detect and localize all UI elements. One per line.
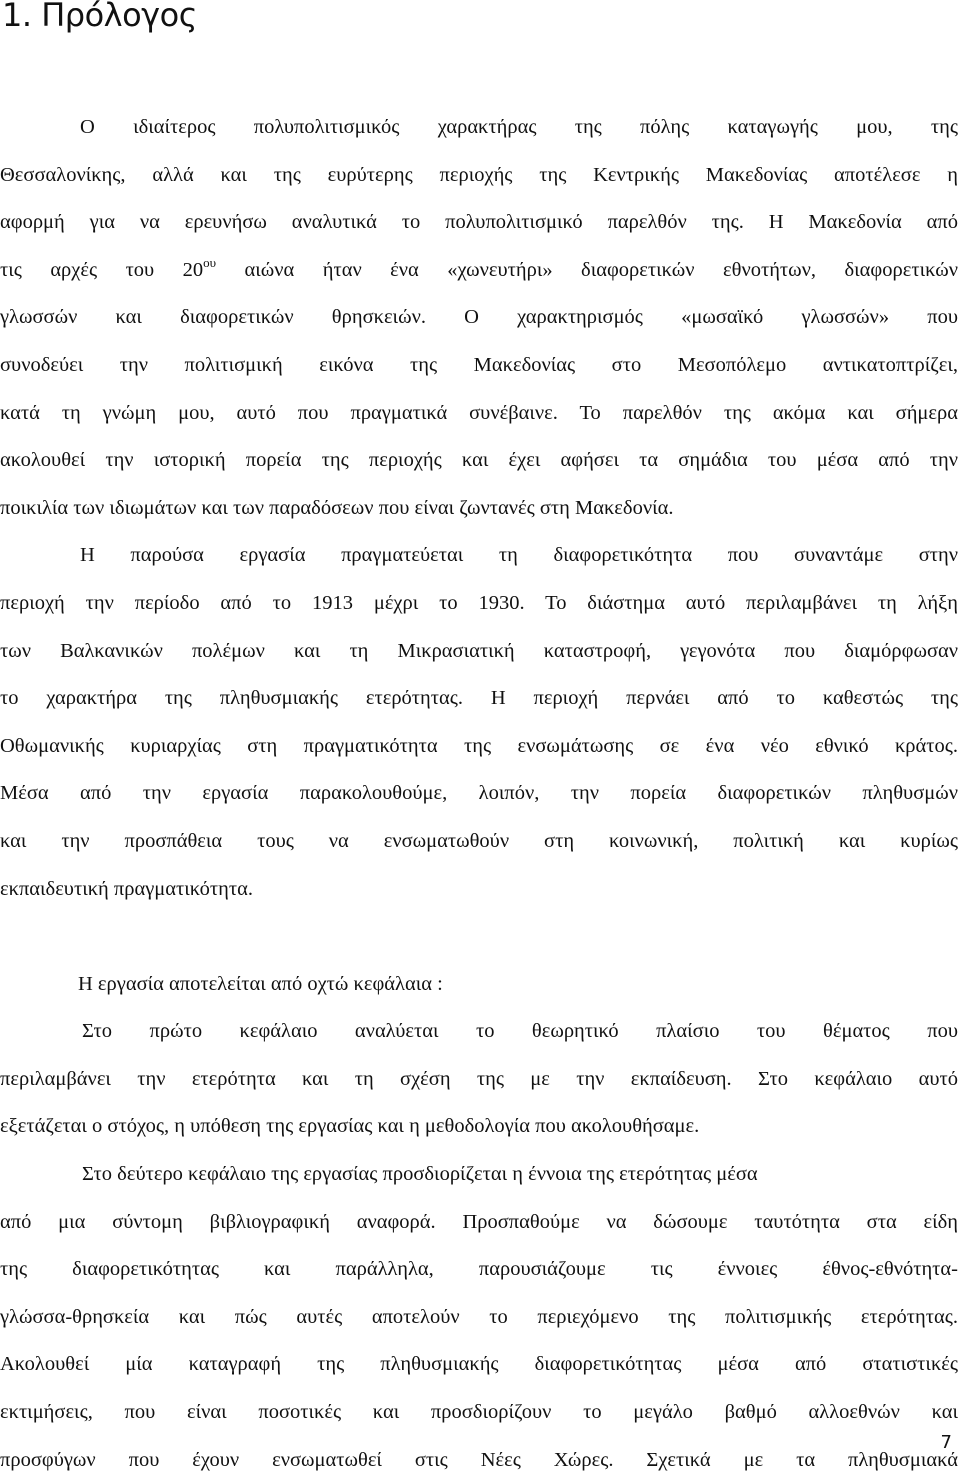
- text-fragment: τις αρχές του 20: [0, 258, 204, 281]
- text-line: Ο ιδιαίτερος πολυπολιτισμικός χαρακτήρας της πόλης καταγωγής μου, της: [80, 116, 958, 138]
- text-line: περιλαμβάνει την ετερότητα και τη σχέση της με την εκπαίδευση. Στο κεφάλαιο αυτό: [0, 1067, 958, 1090]
- paragraph-structure: [0, 961, 958, 1009]
- text-line: από μια σύντομη βιβλιογραφική αναφορά. Προσπαθούμε να δώσουμε ταυτότητα στα είδη: [0, 1210, 958, 1233]
- text-line: περιοχή την περίοδο από το 1913 μέχρι το 1930. Το διάστημα αυτό περιλαμβάνει τη λήξη: [0, 591, 958, 614]
- text-line: Η παρούσα εργασία πραγματεύεται τη διαφορετικότητα που συναντάμε στην: [80, 544, 958, 567]
- paragraph-chapter-two: [0, 1151, 958, 1484]
- text-line: Ακολουθεί μία καταγραφή της πληθυσμιακής διαφορετικότητας μέσα από στατιστικές: [0, 1353, 958, 1376]
- text-line: εξετάζεται ο στόχος, η υπόθεση της εργασίας και η μεθοδολογία που ακολουθήσαμε.: [0, 1115, 700, 1138]
- text-line: γλώσσα-θρησκεία και πώς αυτές αποτελούν το περιεχόμενο της πολιτισμικής ετερότητας.: [0, 1305, 958, 1328]
- text-line: προσφύγων που έχουν ενσωματωθεί στις Νέες Χώρες. Σχετικά με τα πληθυσμιακά: [0, 1448, 958, 1471]
- text-line: ακολουθεί την ιστορική πορεία της περιοχής και έχει αφήσει τα σημάδια του μέσα από την: [0, 449, 958, 472]
- section-heading: 1. Πρόλογος: [2, 0, 197, 34]
- text-line: εκτιμήσεις, που είναι ποσοτικές και προσδιορίζουν το μεγάλο βαθμό αλλοεθνών και: [0, 1401, 958, 1424]
- text-line: κατά τη γνώμη μου, αυτό που πραγματικά συνέβαινε. Το παρελθόν της ακόμα και σήμερα: [0, 401, 958, 424]
- text-line: αφορμή για να ερευνήσω αναλυτικά το πολυπολιτισμικό παρελθόν της. Η Μακεδονία από: [0, 211, 958, 234]
- text-line: ποικιλία των ιδιωμάτων και των παραδόσεων που είναι ζωντανές στη Μακεδονία.: [0, 496, 674, 519]
- text-fragment: αιώνα ήταν ένα «χωνευτήρι» διαφορετικών εθνοτήτων, διαφορετικών: [216, 258, 958, 281]
- text-line: Η εργασία αποτελείται από οχτώ κεφάλαια :: [78, 972, 443, 995]
- document-body: [0, 104, 958, 1484]
- text-line: Στο πρώτο κεφάλαιο αναλύεται το θεωρητικό πλαίσιο του θέματος που: [82, 1020, 958, 1043]
- text-line: γλωσσών και διαφορετικών θρησκειών. Ο χαρακτηρισμός «μωσαϊκό γλωσσών» που: [0, 306, 958, 329]
- paragraph-chapter-one: [0, 1008, 958, 1151]
- superscript: ου: [203, 254, 217, 270]
- text-line: [0, 247, 958, 295]
- text-line: Οθωμανικής κυριαρχίας στη πραγματικότητα της ενσωμάτωσης σε ένα νέο εθνικό κράτος.: [0, 734, 958, 757]
- text-line: Θεσσαλονίκης, αλλά και της ευρύτερης περιοχής της Κεντρικής Μακεδονίας αποτέλεσε η: [0, 163, 958, 186]
- text-line: το χαρακτήρα της πληθυσμιακής ετερότητας. Η περιοχή περνάει από το καθεστώς της: [0, 687, 958, 710]
- paragraph-scope: [0, 532, 958, 913]
- text-line: Μέσα από την εργασία παρακολουθούμε, λοιπόν, την πορεία διαφορετικών πληθυσμών: [0, 782, 958, 805]
- text-line: των Βαλκανικών πολέμων και τη Μικρασιατική καταστροφή, γεγονότα που διαμόρφωσαν: [0, 639, 958, 662]
- text-line: Στο δεύτερο κεφάλαιο της εργασίας προσδιορίζεται η έννοια της ετερότητας μέσα: [82, 1163, 758, 1186]
- paragraph-intro: [0, 104, 958, 532]
- blank-line: [0, 913, 958, 961]
- text-line: συνοδεύει την πολιτισμική εικόνα της Μακεδονίας στο Μεσοπόλεμο αντικατοπτρίζει,: [0, 353, 958, 376]
- text-line: και την προσπάθεια τους να ενσωματωθούν στη κοινωνική, πολιτική και κυρίως: [0, 829, 958, 852]
- text-line: εκπαιδευτική πραγματικότητα.: [0, 877, 253, 900]
- text-line: της διαφορετικότητας και παράλληλα, παρουσιάζουμε τις έννοιες έθνος-εθνότητα-: [0, 1258, 958, 1281]
- page-number: 7: [940, 1432, 952, 1453]
